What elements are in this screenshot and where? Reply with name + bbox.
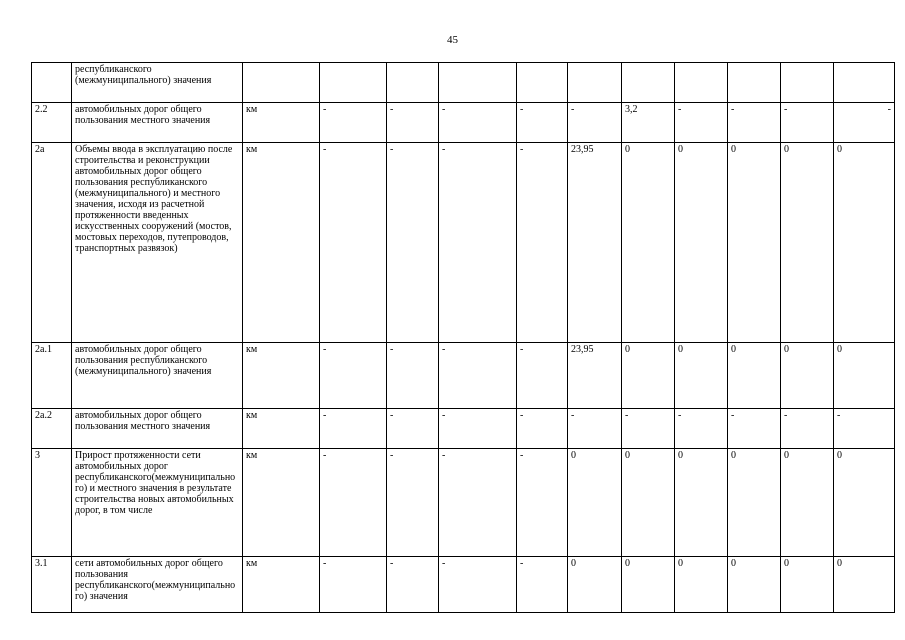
value-cell: 23,95	[568, 343, 622, 409]
row-unit: км	[243, 343, 320, 409]
value-cell: -	[320, 409, 387, 449]
table-row	[32, 409, 895, 449]
value-cell: 0	[622, 343, 675, 409]
value-cell: 0	[622, 449, 675, 557]
table-row	[32, 449, 895, 557]
row-number: 3	[32, 449, 72, 557]
value-cell: -	[320, 143, 387, 343]
value-cell	[517, 63, 568, 103]
value-cell: 0	[834, 557, 895, 613]
value-cell: -	[320, 103, 387, 143]
value-cell	[834, 63, 895, 103]
value-cell	[781, 63, 834, 103]
value-cell: -	[320, 343, 387, 409]
value-cell: -	[568, 409, 622, 449]
value-cell: 0	[728, 343, 781, 409]
row-number	[32, 63, 72, 103]
row-number: 2а	[32, 143, 72, 343]
value-cell: 0	[675, 557, 728, 613]
row-description: автомобильных дорог общего пользования местного значения	[72, 103, 243, 143]
value-cell: 0	[622, 143, 675, 343]
table-row	[32, 143, 895, 343]
row-number: 2а.2	[32, 409, 72, 449]
value-cell: -	[320, 557, 387, 613]
value-cell: 0	[675, 143, 728, 343]
value-cell: -	[387, 409, 439, 449]
value-cell: 0	[728, 449, 781, 557]
row-description: Объемы ввода в эксплуатацию после строительства и реконструкции автомобильных дорог общего пользования республиканского (межмуниципального) и местного значения, исходя из расчетной протяженности введенных искусственных сооружений (мостов, мостовых переходов, путепроводов, транспортных развязок)	[72, 143, 243, 343]
value-cell: -	[387, 343, 439, 409]
value-cell	[320, 63, 387, 103]
table-row	[32, 557, 895, 613]
row-description: Прирост протяженности сети автомобильных дорог республиканского(межмуниципального) и местного значения в результате строительства новых автомобильных дорог, в том числе	[72, 449, 243, 557]
value-cell: 0	[834, 343, 895, 409]
value-cell	[728, 63, 781, 103]
value-cell: -	[439, 557, 517, 613]
value-cell: 0	[728, 557, 781, 613]
value-cell	[439, 63, 517, 103]
value-cell: -	[387, 143, 439, 343]
value-cell: 0	[622, 557, 675, 613]
value-cell: -	[517, 557, 568, 613]
value-cell: -	[517, 103, 568, 143]
value-cell: -	[834, 103, 895, 143]
row-unit	[243, 63, 320, 103]
value-cell: -	[439, 143, 517, 343]
value-cell: -	[728, 409, 781, 449]
value-cell: 3,2	[622, 103, 675, 143]
value-cell: -	[568, 103, 622, 143]
value-cell: 0	[675, 343, 728, 409]
table-row	[32, 63, 895, 103]
table-row	[32, 343, 895, 409]
value-cell: -	[781, 409, 834, 449]
table-row	[32, 103, 895, 143]
row-unit: км	[243, 557, 320, 613]
value-cell: -	[675, 103, 728, 143]
value-cell: -	[622, 409, 675, 449]
row-description: республиканского (межмуниципального) значения	[72, 63, 243, 103]
value-cell: 0	[728, 143, 781, 343]
value-cell: -	[517, 409, 568, 449]
row-description: сети автомобильных дорог общего пользования республиканского(межмуниципального) значения	[72, 557, 243, 613]
row-unit: км	[243, 103, 320, 143]
value-cell	[675, 63, 728, 103]
row-unit: км	[243, 409, 320, 449]
row-description: автомобильных дорог общего пользования местного значения	[72, 409, 243, 449]
row-unit: км	[243, 143, 320, 343]
value-cell: -	[439, 103, 517, 143]
value-cell: -	[675, 409, 728, 449]
value-cell: -	[387, 449, 439, 557]
row-number: 2.2	[32, 103, 72, 143]
value-cell: 0	[834, 143, 895, 343]
value-cell: -	[387, 103, 439, 143]
value-cell: 0	[834, 449, 895, 557]
value-cell: -	[517, 343, 568, 409]
row-number: 3.1	[32, 557, 72, 613]
value-cell: 0	[781, 343, 834, 409]
value-cell: 0	[675, 449, 728, 557]
value-cell	[387, 63, 439, 103]
value-cell: -	[781, 103, 834, 143]
value-cell: 23,95	[568, 143, 622, 343]
page-number: 45	[447, 34, 458, 46]
value-cell	[568, 63, 622, 103]
value-cell: -	[439, 343, 517, 409]
row-description: автомобильных дорог общего пользования республиканского (межмуниципального) значения	[72, 343, 243, 409]
value-cell: 0	[781, 449, 834, 557]
value-cell: -	[834, 409, 895, 449]
value-cell: -	[439, 409, 517, 449]
value-cell: -	[439, 449, 517, 557]
row-unit: км	[243, 449, 320, 557]
row-number: 2а.1	[32, 343, 72, 409]
value-cell: -	[517, 449, 568, 557]
indicators-table	[31, 62, 895, 613]
value-cell	[622, 63, 675, 103]
value-cell: -	[320, 449, 387, 557]
value-cell: -	[728, 103, 781, 143]
value-cell: 0	[568, 557, 622, 613]
value-cell: 0	[781, 557, 834, 613]
value-cell: -	[517, 143, 568, 343]
value-cell: 0	[781, 143, 834, 343]
value-cell: 0	[568, 449, 622, 557]
value-cell: -	[387, 557, 439, 613]
